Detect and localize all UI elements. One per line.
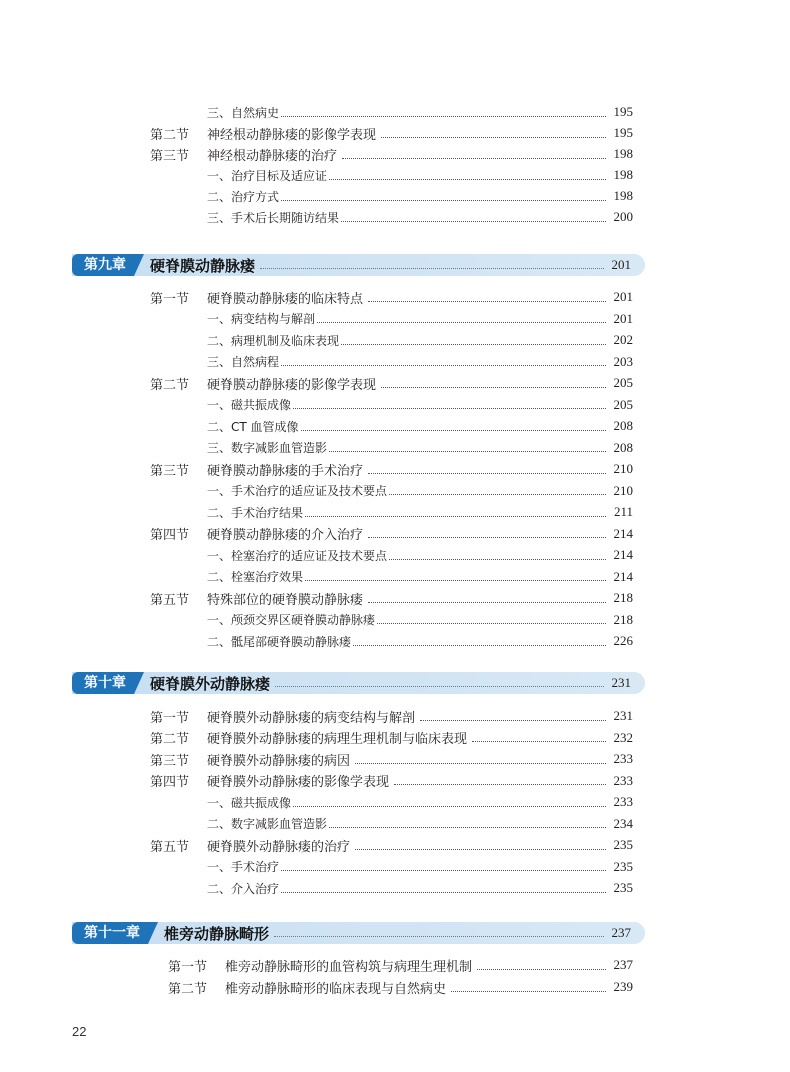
toc-section-entry[interactable]	[168, 977, 633, 997]
dot-leader	[281, 200, 606, 201]
entry-page-number: 201	[613, 289, 633, 304]
toc-subentry[interactable]	[207, 352, 633, 372]
dot-leader	[381, 137, 606, 138]
entry-page-number: 234	[613, 815, 633, 831]
entry-page-number: 218	[613, 611, 633, 627]
chapter-9-title: 硬脊膜动静脉瘘	[150, 256, 256, 275]
toc-subentry[interactable]	[207, 309, 633, 329]
dot-leader	[305, 580, 606, 581]
toc-subentry[interactable]	[207, 631, 633, 651]
section-number: 第三节	[150, 463, 190, 479]
toc-subentry[interactable]	[207, 102, 633, 122]
toc-section-entry[interactable]	[150, 144, 633, 164]
chapter-10-header[interactable]	[72, 672, 645, 694]
dot-leader	[381, 387, 606, 388]
toc-section-entry[interactable]	[150, 771, 633, 791]
entry-title: 一、手术治疗的适应证及技术要点	[207, 484, 388, 498]
dot-leader	[389, 494, 606, 495]
toc-subentry[interactable]	[207, 330, 633, 350]
dot-leader	[368, 602, 606, 603]
entry-title: 一、手术治疗	[207, 860, 280, 874]
dot-leader	[329, 451, 606, 452]
toc-section-entry[interactable]	[150, 524, 633, 544]
dot-leader	[420, 720, 606, 721]
toc-section-entry[interactable]	[150, 123, 633, 143]
entry-title: 三、自然病程	[207, 355, 280, 369]
dot-leader	[472, 741, 606, 742]
toc-subentry[interactable]	[207, 792, 633, 812]
chapter-11-label: 第十一章	[72, 922, 148, 944]
toc-section-entry[interactable]	[150, 728, 633, 748]
dot-leader	[281, 116, 606, 117]
toc-section-entry[interactable]	[150, 706, 633, 726]
toc-subentry[interactable]	[207, 395, 633, 415]
dot-leader	[329, 827, 606, 828]
entry-title: 三、手术后长期随访结果	[207, 210, 340, 225]
entry-page-number: 233	[613, 751, 633, 766]
toc-subentry[interactable]	[207, 545, 633, 565]
dot-leader	[355, 849, 606, 850]
entry-title: 二、栓塞治疗效果	[207, 570, 304, 584]
chapter-11-title: 椎旁动静脉畸形	[164, 924, 270, 943]
dot-leader	[389, 559, 606, 560]
entry-page-number: 210	[613, 482, 633, 498]
entry-title: 硬脊膜外动静脉瘘的治疗	[207, 839, 351, 855]
entry-page-number: 239	[613, 979, 633, 994]
entry-title: 一、颅颈交界区硬脊膜动静脉瘘	[207, 613, 376, 627]
toc-subentry[interactable]	[207, 567, 633, 587]
entry-title: 硬脊膜外动静脉瘘的病因	[207, 753, 351, 769]
page-number: 22	[72, 1024, 87, 1039]
toc-subentry[interactable]	[207, 165, 633, 185]
dot-leader	[341, 221, 606, 222]
entry-page-number: 205	[613, 396, 633, 412]
toc-section-entry[interactable]	[150, 287, 633, 307]
dot-leader	[293, 806, 606, 807]
toc-subentry[interactable]	[207, 878, 633, 898]
section-number: 第二节	[150, 127, 190, 143]
entry-page-number: 200	[613, 209, 633, 224]
entry-title: 硬脊膜动静脉瘘的影像学表现	[207, 377, 377, 393]
entry-page-number: 208	[613, 439, 633, 455]
section-number: 第二节	[150, 377, 190, 393]
dot-leader	[260, 268, 604, 269]
dot-leader	[355, 763, 606, 764]
toc-subentry[interactable]	[207, 186, 633, 206]
dot-leader	[301, 430, 606, 431]
toc-section-entry[interactable]	[150, 373, 633, 393]
toc-subentry[interactable]	[207, 481, 633, 501]
entry-page-number: 231	[613, 708, 633, 723]
dot-leader	[368, 537, 606, 538]
dot-leader	[281, 870, 606, 871]
entry-page-number: 218	[613, 590, 633, 605]
entry-title: 一、治疗目标及适应证	[207, 168, 328, 183]
entry-title: 三、自然病史	[207, 105, 280, 120]
entry-page-number: 203	[613, 353, 633, 369]
entry-title: 二、治疗方式	[207, 189, 280, 204]
dot-leader	[329, 179, 606, 180]
entry-page-number: 211	[613, 504, 633, 519]
entry-title: 二、病理机制及临床表现	[207, 333, 340, 348]
dot-leader	[451, 991, 606, 992]
dot-leader	[281, 892, 606, 893]
entry-page-number: 210	[613, 461, 633, 476]
dot-leader	[305, 516, 606, 517]
section-number: 第四节	[150, 775, 190, 790]
toc-section-entry[interactable]	[150, 459, 633, 479]
entry-page-number: 214	[613, 547, 633, 562]
entry-page-number: 235	[613, 880, 633, 895]
section-number: 第三节	[150, 148, 190, 164]
entry-title: 二、介入治疗	[207, 881, 280, 896]
section-number: 第二节	[168, 981, 208, 997]
entry-title: 硬脊膜动静脉瘘的手术治疗	[207, 463, 364, 479]
toc-subentry[interactable]	[207, 814, 633, 834]
dot-leader	[353, 645, 606, 646]
entry-title: 硬脊膜外动静脉瘘的病变结构与解剖	[207, 710, 416, 726]
entry-title: 一、磁共振成像	[207, 795, 292, 810]
toc-section-entry[interactable]	[168, 955, 633, 975]
entry-page-number: 232	[613, 729, 633, 745]
entry-title: 二、骶尾部硬脊膜动静脉瘘	[207, 634, 352, 649]
section-number: 第四节	[150, 528, 190, 543]
entry-title: 硬脊膜动静脉瘘的介入治疗	[207, 528, 364, 543]
toc-subentry[interactable]	[207, 857, 633, 877]
entry-page-number: 233	[613, 772, 633, 788]
entry-page-number: 235	[613, 837, 633, 852]
entry-page-number: 237	[613, 957, 633, 972]
entry-page-number: 198	[613, 188, 633, 203]
section-number: 第一节	[168, 959, 208, 975]
entry-page-number: 195	[613, 125, 633, 140]
chapter-11-page: 237	[611, 925, 631, 940]
entry-page-number: 198	[613, 146, 633, 161]
entry-page-number: 214	[613, 525, 633, 541]
toc-section-entry[interactable]	[150, 588, 633, 608]
entry-page-number: 205	[613, 375, 633, 390]
entry-title: 椎旁动静脉畸形的临床表现与自然病史	[225, 981, 447, 997]
toc-subentry[interactable]	[207, 416, 633, 436]
section-number: 第五节	[150, 592, 190, 608]
chapter-9-label: 第九章	[72, 254, 134, 276]
chapter-10-title: 硬脊膜外动静脉瘘	[150, 674, 271, 693]
section-number: 第一节	[150, 291, 190, 307]
chapter-11-header[interactable]	[72, 922, 645, 944]
toc-section-entry[interactable]	[150, 835, 633, 855]
entry-title: 三、数字减影血管造影	[207, 441, 328, 455]
entry-page-number: 235	[613, 858, 633, 874]
chapter-10-page: 231	[611, 675, 631, 690]
section-number: 第五节	[150, 839, 190, 855]
entry-title: 硬脊膜动静脉瘘的临床特点	[207, 291, 364, 307]
entry-page-number: 208	[613, 418, 633, 433]
entry-title: 二、手术治疗结果	[207, 505, 304, 520]
entry-title: 神经根动静脉瘘的影像学表现	[207, 127, 377, 143]
dot-leader	[293, 408, 606, 409]
entry-page-number: 226	[613, 633, 633, 648]
dot-leader	[317, 322, 606, 323]
dot-leader	[342, 158, 606, 159]
chapter-9-page: 201	[611, 257, 631, 272]
section-number: 第二节	[150, 732, 190, 747]
toc-subentry[interactable]	[207, 438, 633, 458]
entry-page-number: 198	[613, 167, 633, 182]
entry-title: 硬脊膜外动静脉瘘的影像学表现	[207, 775, 390, 790]
dot-leader	[341, 344, 606, 345]
toc-subentry[interactable]	[207, 610, 633, 630]
dot-leader	[274, 936, 604, 937]
entry-page-number: 195	[613, 104, 633, 119]
toc-subentry[interactable]	[207, 207, 633, 227]
dot-leader	[368, 301, 606, 302]
entry-page-number: 201	[613, 310, 633, 326]
entry-title: 一、病变结构与解剖	[207, 312, 316, 326]
toc-subentry[interactable]	[207, 502, 633, 522]
toc-section-entry[interactable]	[150, 749, 633, 769]
entry-page-number: 214	[613, 568, 633, 584]
entry-title: 一、栓塞治疗的适应证及技术要点	[207, 548, 388, 563]
entry-title: 一、磁共振成像	[207, 398, 292, 412]
chapter-10-label: 第十章	[72, 672, 134, 694]
entry-title: 二、CT 血管成像	[207, 419, 299, 434]
entry-page-number: 202	[613, 332, 633, 347]
dot-leader	[275, 686, 604, 687]
dot-leader	[394, 784, 606, 785]
dot-leader	[377, 623, 606, 624]
dot-leader	[368, 473, 606, 474]
dot-leader	[281, 365, 606, 366]
dot-leader	[477, 969, 606, 970]
section-number: 第三节	[150, 753, 190, 769]
entry-title: 神经根动静脉瘘的治疗	[207, 148, 338, 164]
entry-title: 硬脊膜外动静脉瘘的病理生理机制与临床表现	[207, 732, 468, 747]
entry-title: 二、数字减影血管造影	[207, 817, 328, 831]
section-number: 第一节	[150, 710, 190, 726]
entry-title: 椎旁动静脉畸形的血管构筑与病理生理机制	[225, 959, 473, 975]
entry-title: 特殊部位的硬脊膜动静脉瘘	[207, 592, 364, 608]
entry-page-number: 233	[613, 794, 633, 809]
chapter-9-header[interactable]	[72, 254, 645, 276]
